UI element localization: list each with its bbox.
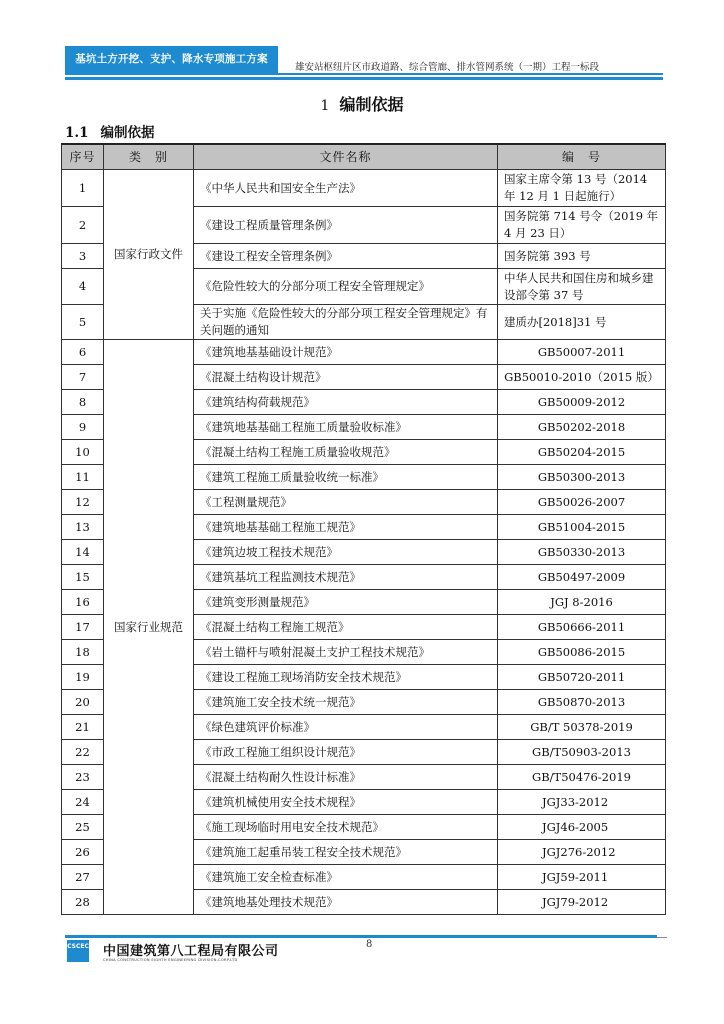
document-name: 《建筑施工安全技术统一规范》 [194, 690, 498, 715]
header-divider-thin [65, 73, 663, 75]
document-name: 《混凝土结构工程施工质量验收规范》 [194, 440, 498, 465]
category-cell: 国家行业规范 [104, 340, 194, 915]
document-name: 《建筑变形测量规范》 [194, 590, 498, 615]
document-code: 国务院第 714 号令（2019 年 4 月 23 日） [498, 207, 666, 244]
document-code: JGJ59-2011 [498, 865, 666, 890]
document-name: 《混凝土结构工程施工规范》 [194, 615, 498, 640]
document-code: 中华人民共和国住房和城乡建设部令第 37 号 [498, 269, 666, 305]
document-name: 《建筑边坡工程技术规范》 [194, 540, 498, 565]
row-number: 4 [62, 269, 104, 305]
document-code: GB50007-2011 [498, 340, 666, 365]
footer-divider [65, 935, 657, 938]
row-number: 8 [62, 390, 104, 415]
table-row [62, 340, 666, 365]
section-title: 编制依据 [100, 125, 155, 141]
document-code: GB/T50476-2019 [498, 765, 666, 790]
row-number: 7 [62, 365, 104, 390]
document-name: 《建筑机械使用安全技术规程》 [194, 790, 498, 815]
document-name: 《建筑施工起重吊装工程安全技术规范》 [194, 840, 498, 865]
document-code: GB50010-2010（2015 版） [498, 365, 666, 390]
document-code: 国家主席令第 13 号（2014 年 12 月 1 日起施行） [498, 170, 666, 207]
row-number: 17 [62, 615, 104, 640]
document-code: GB50204-2015 [498, 440, 666, 465]
document-name: 《建筑地基处理技术规范》 [194, 890, 498, 915]
footer-divider-tail [657, 937, 667, 938]
section-heading [65, 121, 155, 141]
company-name: 中国建筑第八工程局有限公司 [103, 944, 279, 959]
row-number: 23 [62, 765, 104, 790]
document-code: JGJ 8-2016 [498, 590, 666, 615]
row-number: 28 [62, 890, 104, 915]
document-code: 国务院第 393 号 [498, 244, 666, 269]
document-code: GB50009-2012 [498, 390, 666, 415]
document-name: 关于实施《危险性较大的分部分项工程安全管理规定》有关问题的通知 [194, 305, 498, 340]
chapter-heading [0, 92, 724, 115]
row-number: 3 [62, 244, 104, 269]
column-header-code: 编 号 [498, 144, 666, 170]
row-number: 21 [62, 715, 104, 740]
document-code: GB50666-2011 [498, 615, 666, 640]
document-name: 《建筑地基基础工程施工质量验收标准》 [194, 415, 498, 440]
row-number: 6 [62, 340, 104, 365]
row-number: 1 [62, 170, 104, 207]
row-number: 16 [62, 590, 104, 615]
row-number: 13 [62, 515, 104, 540]
document-name: 《建设工程施工现场消防安全技术规范》 [194, 665, 498, 690]
document-code: GB50026-2007 [498, 490, 666, 515]
document-title-banner: 基坑土方开挖、支护、降水专项施工方案 [65, 46, 278, 73]
document-name: 《建筑工程施工质量验收统一标准》 [194, 465, 498, 490]
document-name: 《危险性较大的分部分项工程安全管理规定》 [194, 269, 498, 305]
document-code: GB50086-2015 [498, 640, 666, 665]
document-name: 《岩土锚杆与喷射混凝土支护工程技术规范》 [194, 640, 498, 665]
document-name: 《建筑结构荷载规范》 [194, 390, 498, 415]
document-name: 《建设工程安全管理条例》 [194, 244, 498, 269]
document-code: GB50497-2009 [498, 565, 666, 590]
document-code: JGJ276-2012 [498, 840, 666, 865]
document-name: 《建筑基坑工程监测技术规范》 [194, 565, 498, 590]
document-name: 《混凝土结构耐久性设计标准》 [194, 765, 498, 790]
category-cell: 国家行政文件 [104, 170, 194, 340]
document-name: 《混凝土结构设计规范》 [194, 365, 498, 390]
row-number: 26 [62, 840, 104, 865]
company-logo-icon: CSCEC [67, 940, 89, 962]
row-number: 5 [62, 305, 104, 340]
document-code: GB50202-2018 [498, 415, 666, 440]
document-code: JGJ46-2005 [498, 815, 666, 840]
column-header-no: 序号 [62, 144, 104, 170]
project-name: 雄安站枢纽片区市政道路、综合管廊、排水管网系统（一期）工程一标段 [295, 62, 600, 73]
document-name: 《建设工程质量管理条例》 [194, 207, 498, 244]
column-header-name: 文件名称 [194, 144, 498, 170]
row-number: 9 [62, 415, 104, 440]
row-number: 14 [62, 540, 104, 565]
row-number: 11 [62, 465, 104, 490]
row-number: 22 [62, 740, 104, 765]
document-code: GB50300-2013 [498, 465, 666, 490]
row-number: 10 [62, 440, 104, 465]
row-number: 20 [62, 690, 104, 715]
row-number: 27 [62, 865, 104, 890]
company-name-english: CHINA CONSTRUCTION EIGHTH ENGINEERING DIVISION.CORP.LTD [103, 958, 238, 962]
row-number: 15 [62, 565, 104, 590]
document-name: 《市政工程施工组织设计规范》 [194, 740, 498, 765]
section-number: 1.1 [65, 125, 89, 141]
row-number: 2 [62, 207, 104, 244]
basis-table [61, 143, 666, 915]
row-number: 24 [62, 790, 104, 815]
document-code: JGJ79-2012 [498, 890, 666, 915]
chapter-number: 1 [320, 98, 330, 114]
row-number: 18 [62, 640, 104, 665]
document-name: 《建筑地基基础设计规范》 [194, 340, 498, 365]
document-name: 《工程测量规范》 [194, 490, 498, 515]
header-divider-thick [65, 77, 663, 80]
row-number: 12 [62, 490, 104, 515]
column-header-category: 类 别 [104, 144, 194, 170]
table-row [62, 170, 666, 207]
document-name: 《中华人民共和国安全生产法》 [194, 170, 498, 207]
row-number: 19 [62, 665, 104, 690]
document-code: JGJ33-2012 [498, 790, 666, 815]
document-code: GB/T50903-2013 [498, 740, 666, 765]
document-name: 《建筑地基基础工程施工规范》 [194, 515, 498, 540]
document-code: GB50720-2011 [498, 665, 666, 690]
page-number: 8 [366, 939, 373, 950]
table-header-row [62, 144, 666, 170]
document-code: 建质办[2018]31 号 [498, 305, 666, 340]
document-name: 《绿色建筑评价标准》 [194, 715, 498, 740]
document-code: GB50330-2013 [498, 540, 666, 565]
row-number: 25 [62, 815, 104, 840]
document-name: 《建筑施工安全检查标准》 [194, 865, 498, 890]
document-code: GB51004-2015 [498, 515, 666, 540]
document-code: GB50870-2013 [498, 690, 666, 715]
chapter-title: 编制依据 [339, 95, 404, 114]
document-code: GB/T 50378-2019 [498, 715, 666, 740]
document-name: 《施工现场临时用电安全技术规范》 [194, 815, 498, 840]
